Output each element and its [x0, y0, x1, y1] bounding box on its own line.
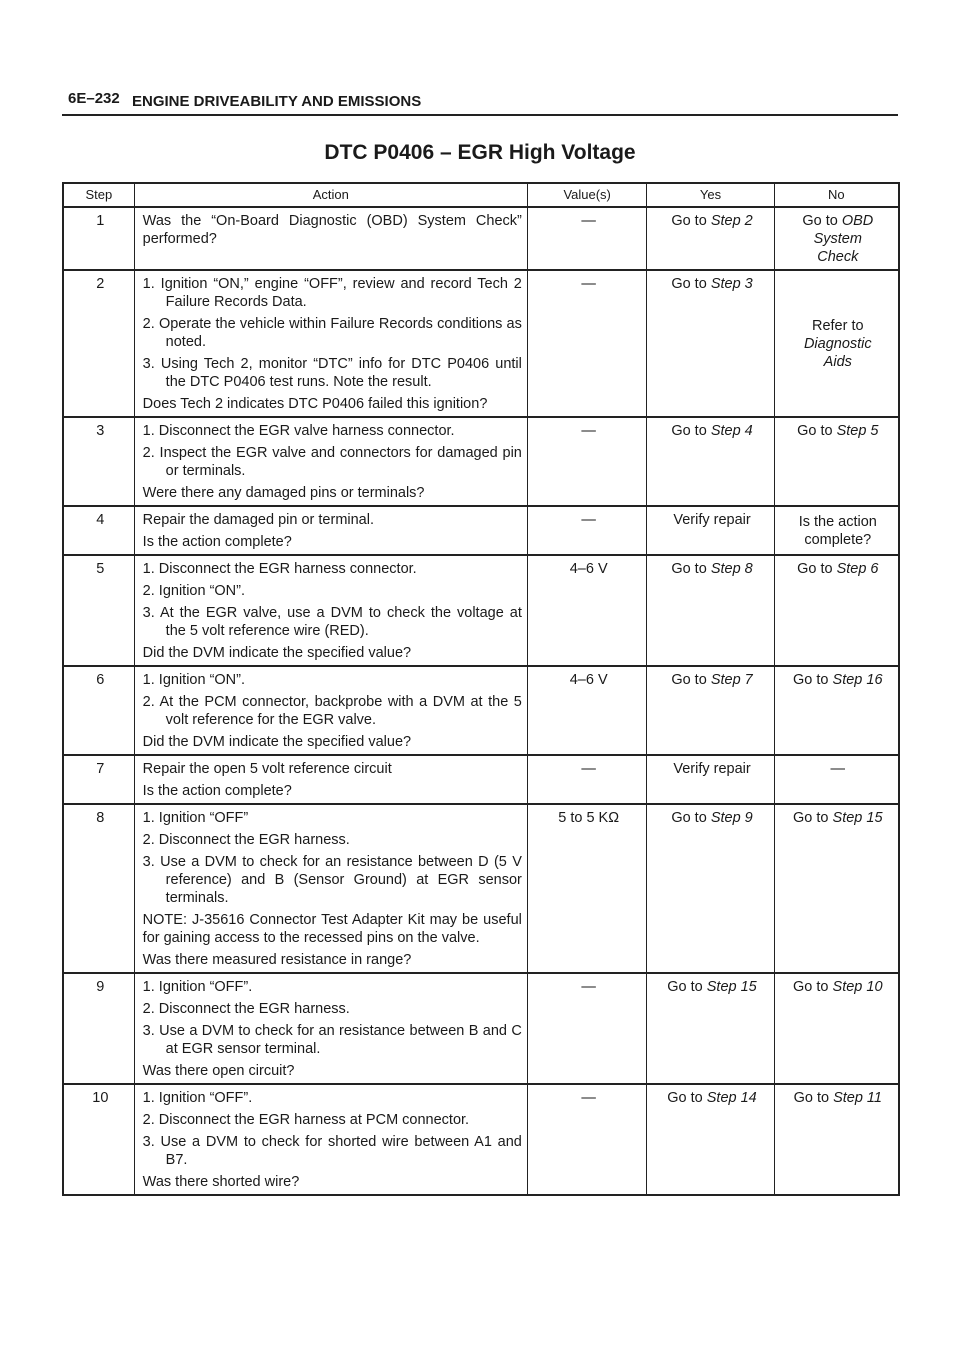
- action-cell: [134, 207, 527, 270]
- action-list-item: 1. Ignition “OFF”.: [142, 979, 253, 995]
- yes-cell: [647, 804, 774, 973]
- header-divider: [62, 114, 898, 116]
- step-number: 9: [63, 973, 134, 1084]
- yes-step-link: Step 4: [710, 423, 753, 439]
- action-text: Was there open circuit?: [142, 1063, 295, 1079]
- no-text: complete?: [804, 532, 872, 548]
- step-number: 5: [63, 555, 134, 666]
- table-row: [63, 555, 899, 666]
- column-header-yes: Yes: [647, 183, 774, 207]
- action-list-item: 3. At the EGR valve, use a DVM to check the voltage at the 5 volt reference wire (RED).: [142, 605, 522, 639]
- no-text: Go to: [793, 979, 833, 995]
- action-cell: [134, 1084, 527, 1195]
- yes-cell: [647, 207, 774, 270]
- yes-text: Go to: [667, 979, 707, 995]
- value-cell: —: [527, 506, 647, 555]
- no-step-link: Step 10: [832, 979, 883, 995]
- value-cell: 5 to 5 KΩ: [527, 804, 647, 973]
- no-cell: [774, 755, 899, 804]
- table-row: [63, 666, 899, 755]
- table-row: [63, 270, 899, 417]
- action-list-item: 1. Ignition “ON,” engine “OFF”, review and record Tech 2 Failure Records Data.: [142, 276, 522, 310]
- action-list-item: 3. Use a DVM to check for shorted wire between A1 and B7.: [142, 1134, 522, 1168]
- section-title: ENGINE DRIVEABILITY AND EMISSIONS: [132, 93, 422, 110]
- action-list-item: 2. Operate the vehicle within Failure Records conditions as noted.: [142, 316, 522, 350]
- no-cell: [774, 973, 899, 1084]
- table-row: [63, 1084, 899, 1195]
- yes-text: Go to: [667, 1090, 707, 1106]
- no-cell: [774, 207, 899, 270]
- yes-text: Go to: [671, 276, 711, 292]
- action-list-item: 1. Ignition “OFF”: [142, 810, 249, 826]
- yes-cell: [647, 555, 774, 666]
- table-header-row: [63, 183, 899, 207]
- step-number: 2: [63, 270, 134, 417]
- action-cell: [134, 755, 527, 804]
- no-step-link: System: [813, 231, 862, 247]
- yes-cell: [647, 270, 774, 417]
- value-cell: —: [527, 973, 647, 1084]
- yes-step-link: Step 14: [706, 1090, 757, 1106]
- action-list-item: 2. Inspect the EGR valve and connectors for damaged pin or terminals.: [142, 445, 522, 479]
- no-step-link: Step 15: [832, 810, 883, 826]
- action-text: Is the action complete?: [142, 783, 292, 799]
- yes-text: Go to: [671, 672, 711, 688]
- no-text: Go to: [793, 672, 833, 688]
- action-list-item: 2. Disconnect the EGR harness.: [142, 1001, 350, 1017]
- no-cell: [774, 1084, 899, 1195]
- step-number: 6: [63, 666, 134, 755]
- yes-cell: [647, 666, 774, 755]
- value-cell: —: [527, 755, 647, 804]
- action-list-item: 1. Ignition “ON”.: [142, 672, 246, 688]
- value-cell: 4–6 V: [527, 555, 647, 666]
- action-cell: [134, 270, 527, 417]
- value-cell: 4–6 V: [527, 666, 647, 755]
- value-cell: —: [527, 1084, 647, 1195]
- step-number: 1: [63, 207, 134, 270]
- no-step-link: Step 6: [836, 561, 879, 577]
- column-header-step: Step: [63, 183, 134, 207]
- yes-text: Go to: [671, 561, 711, 577]
- value-cell: —: [527, 207, 647, 270]
- action-cell: [134, 973, 527, 1084]
- action-text: Was there shorted wire?: [142, 1174, 300, 1190]
- action-text: Is the action complete?: [142, 534, 292, 550]
- table-row: [63, 506, 899, 555]
- yes-text: Go to: [671, 423, 711, 439]
- table-row: [63, 755, 899, 804]
- no-step-link: Diagnostic: [803, 336, 872, 352]
- no-text: Go to: [797, 423, 837, 439]
- action-list-item: 2. Disconnect the EGR harness at PCM connector.: [142, 1112, 470, 1128]
- yes-step-link: Step 8: [710, 561, 753, 577]
- action-text: Did the DVM indicate the specified value?: [142, 645, 412, 661]
- action-list-item: 3. Use a DVM to check for an resistance between B and C at EGR sensor terminal.: [142, 1023, 522, 1057]
- column-header-action: Action: [134, 183, 527, 207]
- yes-cell: [647, 755, 774, 804]
- table-row: [63, 207, 899, 270]
- yes-step-link: Step 2: [710, 213, 753, 229]
- action-cell: [134, 555, 527, 666]
- action-list-item: 2. Disconnect the EGR harness.: [142, 832, 350, 848]
- no-text: Go to: [797, 561, 837, 577]
- no-step-link: Step 11: [833, 1090, 882, 1106]
- step-number: 8: [63, 804, 134, 973]
- action-text: Was the “On-Board Diagnostic (OBD) System Check” performed?: [142, 213, 522, 247]
- column-header-no: No: [774, 183, 899, 207]
- no-step-link: Step 5: [836, 423, 879, 439]
- no-cell: [774, 555, 899, 666]
- page-title: DTC P0406 – EGR High Voltage: [324, 141, 636, 164]
- no-step-link: OBD: [841, 213, 874, 229]
- action-text: Repair the damaged pin or terminal.: [142, 512, 374, 528]
- yes-text: Verify repair: [673, 761, 751, 777]
- step-number: 4: [63, 506, 134, 555]
- no-text: —: [830, 761, 846, 777]
- table-row: [63, 417, 899, 506]
- no-text: Refer to: [811, 318, 864, 334]
- action-text: Was there measured resistance in range?: [142, 952, 412, 968]
- action-list-item: 3. Using Tech 2, monitor “DTC” info for DTC P0406 until the DTC P0406 test runs. Note the result.: [142, 356, 522, 390]
- no-text: Go to: [793, 810, 833, 826]
- action-list-item: 2. At the PCM connector, backprobe with a DVM at the 5 volt reference for the EGR valve.: [142, 694, 522, 728]
- action-cell: [134, 804, 527, 973]
- yes-text: Verify repair: [673, 512, 751, 528]
- action-text: Repair the open 5 volt reference circuit: [142, 761, 392, 777]
- step-number: 10: [63, 1084, 134, 1195]
- yes-step-link: Step 15: [706, 979, 757, 995]
- no-cell: [774, 270, 899, 417]
- step-number: 7: [63, 755, 134, 804]
- no-cell: [774, 417, 899, 506]
- action-list-item: 1. Disconnect the EGR harness connector.: [142, 561, 417, 577]
- yes-step-link: Step 9: [710, 810, 753, 826]
- yes-cell: [647, 1084, 774, 1195]
- value-cell: —: [527, 270, 647, 417]
- no-cell: [774, 506, 899, 555]
- table-row: [63, 804, 899, 973]
- yes-step-link: Step 3: [710, 276, 753, 292]
- no-step-link: Step 16: [832, 672, 883, 688]
- action-text: Does Tech 2 indicates DTC P0406 failed this ignition?: [142, 396, 488, 412]
- no-text: Go to: [802, 213, 842, 229]
- yes-cell: [647, 973, 774, 1084]
- no-cell: [774, 804, 899, 973]
- action-list-item: 3. Use a DVM to check for an resistance between D (5 V reference) and B (Sensor Ground) at EGR sensor terminals.: [142, 854, 522, 906]
- action-cell: [134, 417, 527, 506]
- no-cell: [774, 666, 899, 755]
- no-text: Go to: [793, 1090, 834, 1106]
- diagnostic-table: [62, 182, 900, 1196]
- value-cell: —: [527, 417, 647, 506]
- action-list-item: 2. Ignition “ON”.: [142, 583, 246, 599]
- no-text: Is the action: [798, 514, 877, 530]
- table-row: [63, 973, 899, 1084]
- action-list-item: 1. Disconnect the EGR valve harness connector.: [142, 423, 455, 439]
- action-cell: [134, 666, 527, 755]
- step-number: 3: [63, 417, 134, 506]
- page-number: 6E–232: [68, 90, 120, 107]
- no-step-link: Check: [817, 249, 859, 265]
- yes-cell: [647, 417, 774, 506]
- yes-text: Go to: [671, 810, 711, 826]
- action-text: Were there any damaged pins or terminals?: [142, 485, 425, 501]
- no-step-link: Aids: [823, 354, 852, 370]
- yes-text: Go to: [671, 213, 711, 229]
- action-list-item: 1. Ignition “OFF”.: [142, 1090, 253, 1106]
- action-cell: [134, 506, 527, 555]
- column-header-value: Value(s): [527, 183, 647, 207]
- yes-cell: [647, 506, 774, 555]
- action-text: NOTE: J-35616 Connector Test Adapter Kit may be useful for gaining access to the recessed pins on the valve.: [142, 912, 522, 946]
- action-text: Did the DVM indicate the specified value?: [142, 734, 412, 750]
- yes-step-link: Step 7: [710, 672, 753, 688]
